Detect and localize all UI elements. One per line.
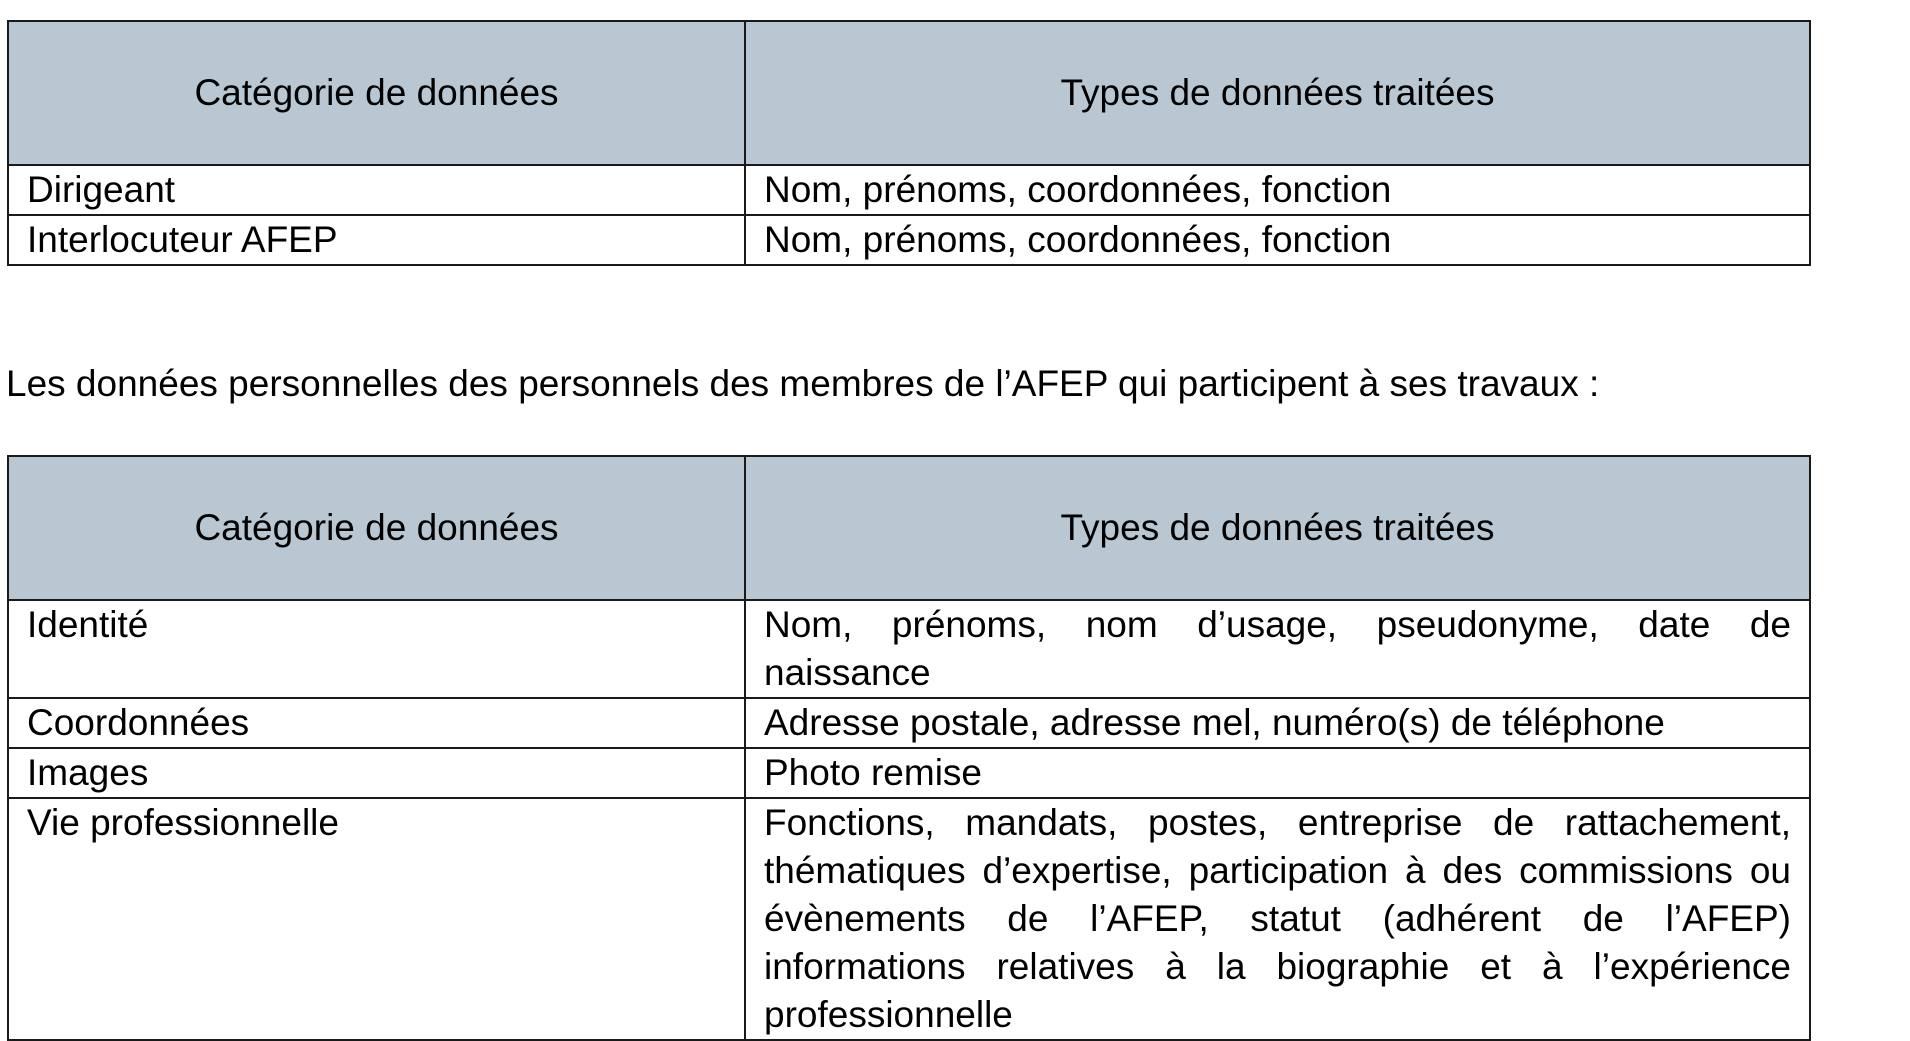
table-row <box>8 748 1810 798</box>
cell-data-types: Nom, prénoms, coordonnées, fonction <box>745 165 1810 215</box>
header-data-types: Types de données traitées <box>745 456 1810 600</box>
data-table-members-staff <box>7 455 1811 1041</box>
table-row <box>8 215 1810 265</box>
table-row <box>8 798 1810 1040</box>
cell-category: Dirigeant <box>8 165 745 215</box>
cell-category: Coordonnées <box>8 698 745 748</box>
cell-category: Vie professionnelle <box>8 798 745 1040</box>
cell-data-types: Photo remise <box>745 748 1810 798</box>
table-row <box>8 165 1810 215</box>
cell-data-types: Adresse postale, adresse mel, numéro(s) de téléphone <box>745 698 1810 748</box>
cell-category: Identité <box>8 600 745 698</box>
data-table-leaders <box>7 20 1811 266</box>
header-category: Catégorie de données <box>8 456 745 600</box>
intro-paragraph: Les données personnelles des personnels des membres de l’AFEP qui participent à ses travaux : <box>6 363 1600 404</box>
table-header-row <box>8 21 1810 165</box>
table-row <box>8 698 1810 748</box>
table-row <box>8 600 1810 698</box>
cell-data-types: Nom, prénoms, nom d’usage, pseudonyme, date de naissance <box>745 600 1810 698</box>
cell-data-types: Nom, prénoms, coordonnées, fonction <box>745 215 1810 265</box>
header-category: Catégorie de données <box>8 21 745 165</box>
cell-category: Images <box>8 748 745 798</box>
cell-category: Interlocuteur AFEP <box>8 215 745 265</box>
cell-data-types: Fonctions, mandats, postes, entreprise de rattachement, thématiques d’expertise, participation à des commissions ou évènements de l’AFEP, statut (adhérent de l’AFEP) informations relatives à la biographie et à l’expérience professionnelle <box>745 798 1810 1040</box>
header-data-types: Types de données traitées <box>745 21 1810 165</box>
table-header-row <box>8 456 1810 600</box>
